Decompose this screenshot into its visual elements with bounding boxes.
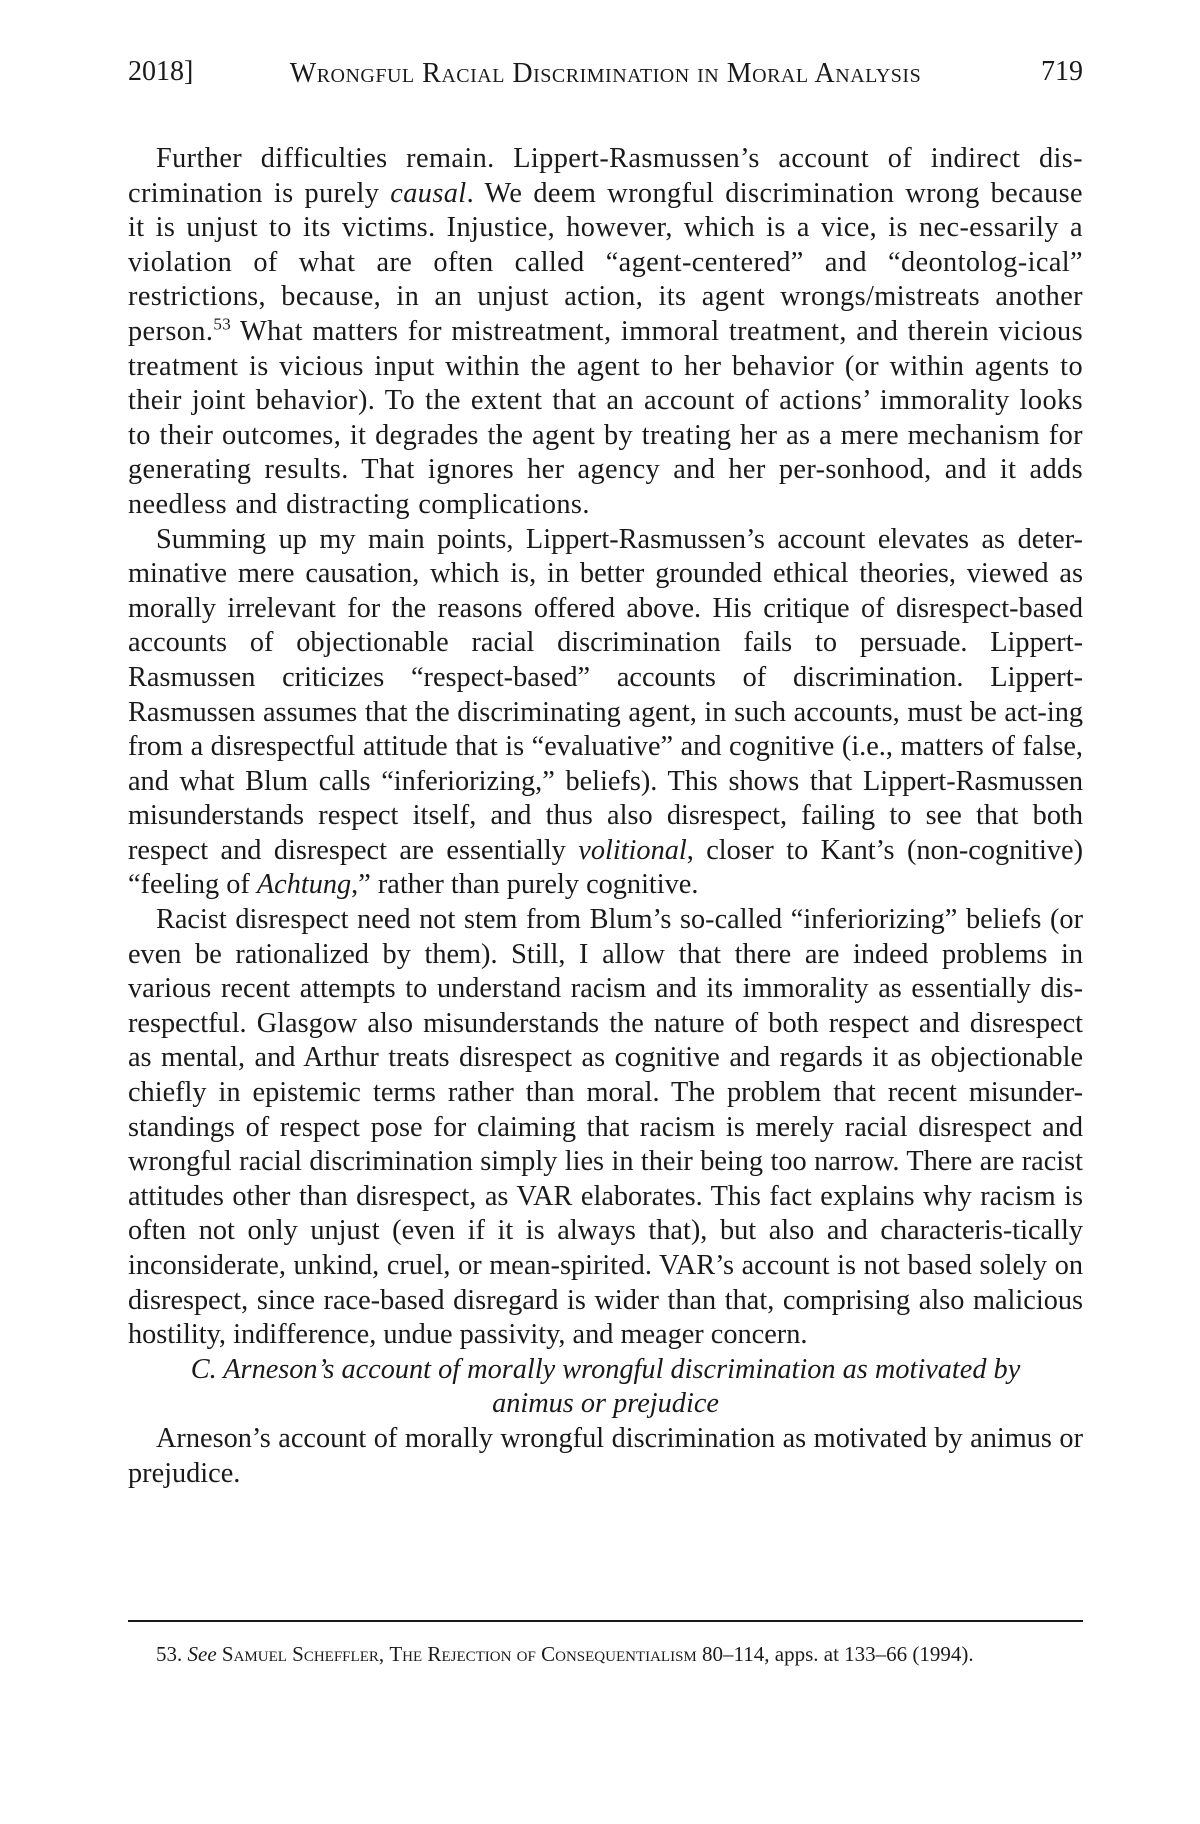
subheading-label: C. (190, 1353, 217, 1385)
footnote-title: The Rejection of Consequentialism (389, 1642, 697, 1666)
footnote-53: 53. See Samuel Scheffler, The Rejection of Consequentialism 80–114, apps. at 133–66 (1994). (156, 1642, 974, 1666)
paragraph: Racist disrespect need not stem from Blum’s so-called “inferiorizing” beliefs (or even be rationalized by them). Still, I allow that there are indeed problems in various recent attempts to understand racism and its immorality as essentially dis-respectful. Glasgow also misunderstands the nature of both respect and disrespect as mental, and Arthur treats disrespect as cognitive and regards it as objectionable chiefly in epistemic terms rather than moral. The problem that recent misunder-standings of respect pose for claiming that racism is merely racial disrespect and wrongful racial discrimination simply lies in their being too narrow. There are racist attitudes other than disrespect, as VAR elaborates. This fact explains why racism is often not only unjust (even if it is always that), but also and characteris-tically inconsiderate, unkind, cruel, or mean-spirited. VAR’s account is not based solely on disrespect, since race-based disregard is wider than that, comprising also malicious hostility, indifference, undue passivity, and meager concern. (128, 904, 1083, 1351)
footnote-divider (128, 1620, 1083, 1622)
footnote-number: 53. (156, 1642, 183, 1666)
running-header (128, 56, 1083, 90)
subheading-text: Arneson’s account of morally wrongful discrimination as motivated by animus or prejudice (223, 1353, 1021, 1420)
footnote-year: (1994). (912, 1642, 974, 1666)
footnotes (128, 1640, 1083, 1669)
footnote-pages: 80–114, apps. at 133–66 (702, 1642, 908, 1666)
footnote-ref[interactable]: 53 (213, 314, 232, 334)
running-title: Wrongful Racial Discrimination in Moral Analysis (289, 58, 922, 89)
header-year: 2018] (128, 56, 194, 87)
paragraph: Summing up my main points, Lippert-Rasmussen’s account elevates as deter-minative mere causation, which is, in better grounded ethical theories, viewed as morally irrelevant for the reasons offered above. His critique of disrespect-based accounts of objectionable racial discrimination fails to persuade. Lippert-Rasmussen criticizes “respect-based” accounts of discrimination. Lippert-Rasmussen assumes that the discriminating agent, in such accounts, must be act-ing from a disrespectful attitude that is “evaluative” and cognitive (i.e., matters of false, and what Blum calls “inferiorizing,” beliefs). This shows that Lippert-Rasmussen misunderstands respect itself, and thus also disrespect, failing to see that both respect and disrespect are essentially volitional, closer to Kant’s (non-cognitive) “feeling of Achtung,” rather than purely cognitive. (128, 523, 1083, 901)
footnote-author: Samuel Scheffler (221, 1642, 379, 1666)
paragraph: Further difficulties remain. Lippert-Rasmussen’s account of indirect dis-crimination is purely causal. We deem wrongful discrimination wrong because it is unjust to its victims. Injustice, however, which is a vice, is nec-essarily a violation of what are often called “agent-centered” and “deontolog-ical” restrictions, because, in an unjust action, its agent wrongs/mistreats another person.$^{53}$ What matters for mistreatment, immoral treatment, and therein vicious treatment is vicious input within the agent to her behavior (or within agents to their joint behavior). To the extent that an account of actions’ immorality looks to their outcomes, it degrades the agent by treating her as a mere mechanism for generating results. That ignores her agency and her per-sonhood, and it adds needless and distracting complications. (128, 143, 1083, 520)
footnote-signal: See (187, 1642, 217, 1666)
emphasis: volitional (578, 834, 687, 866)
paragraph: Arneson’s account of morally wrongful discrimination as motivated by animus or prejudice. (128, 1422, 1083, 1489)
page-number: 719 (1041, 56, 1083, 87)
section-subheading (128, 1353, 1083, 1422)
emphasis: Achtung (256, 869, 352, 901)
emphasis: causal (390, 177, 467, 209)
main-text (128, 142, 1083, 1491)
